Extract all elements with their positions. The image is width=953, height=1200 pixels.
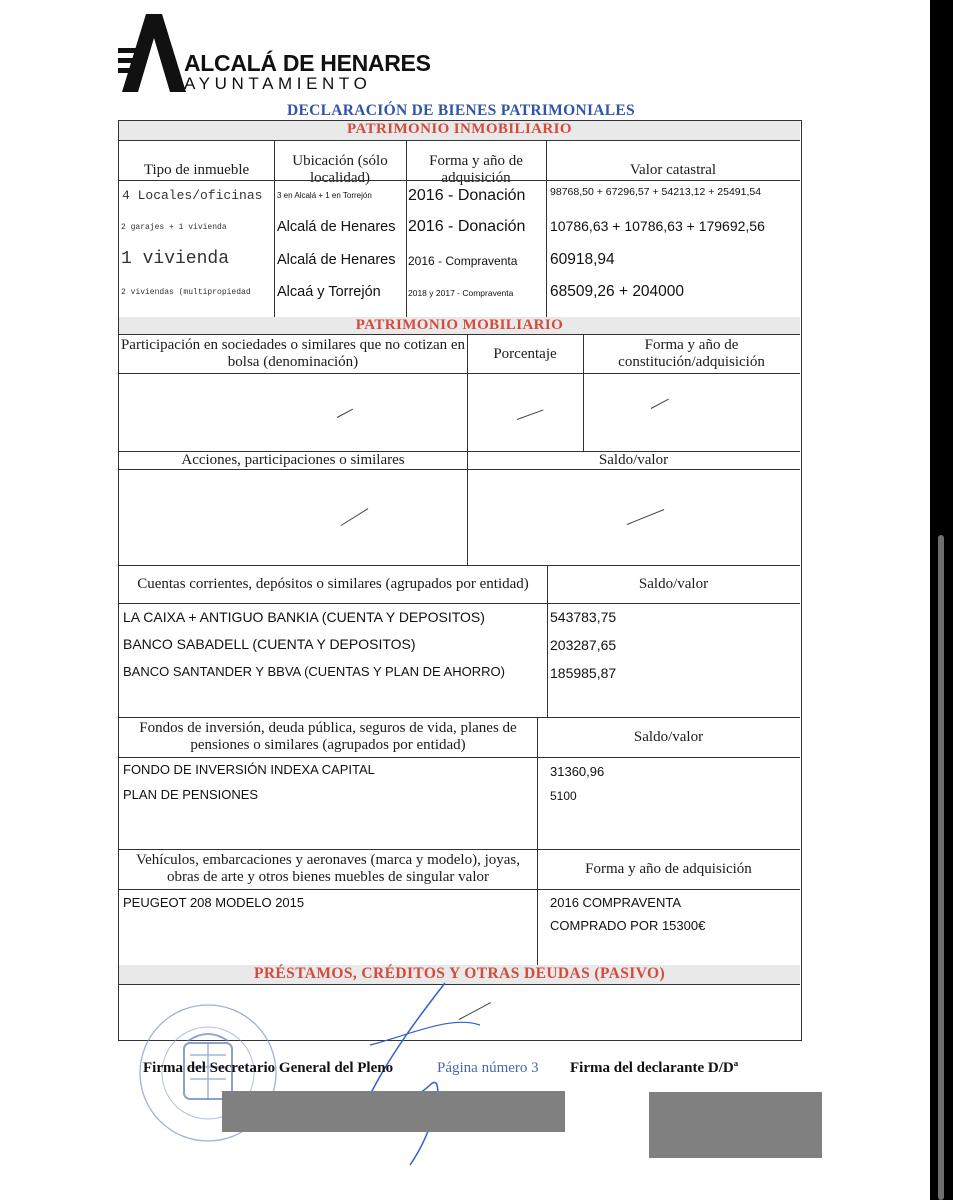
header-tipo: Tipo de inmueble	[143, 161, 250, 178]
row3-valor: 60918,94	[550, 251, 615, 268]
fondo-1-saldo: 31360,96	[550, 764, 605, 779]
row1-valor: 98768,50 + 67296,57 + 54213,12 + 25491,54	[550, 186, 762, 198]
cuenta-1-entidad: LA CAIXA + ANTIGUO BANKIA (CUENTA Y DEPOSITOS)	[123, 609, 485, 625]
vehiculo-forma2: COMPRADO POR 15300€	[550, 918, 706, 933]
row3-tipo: 1 vivienda	[121, 249, 230, 269]
header-fondos-saldo: Saldo/valor	[633, 728, 704, 745]
vehiculo-item: PEUGEOT 208 MODELO 2015	[123, 895, 305, 910]
row2-valor: 10786,63 + 10786,63 + 179692,56	[550, 218, 765, 234]
city-logo	[118, 10, 431, 93]
row4-valor: 68509,26 + 204000	[550, 283, 685, 300]
redacted-secretario-name	[222, 1091, 565, 1132]
row1-forma: 2016 - Donación	[408, 187, 526, 204]
row3-ubicacion: Alcalá de Henares	[277, 252, 396, 268]
blank-mark	[517, 409, 544, 420]
vehiculo-forma1: 2016 COMPRAVENTA	[550, 895, 682, 910]
header-constitucion: Forma y año de constitución/adquisición	[618, 337, 765, 370]
header-acciones-saldo: Saldo/valor	[598, 451, 669, 468]
cuenta-3-saldo: 185985,87	[550, 665, 617, 681]
header-vehiculos-forma: Forma y año de adquisición	[585, 860, 752, 877]
header-cuentas: Cuentas corrientes, depósitos o similares (agrupados por entidad)	[137, 575, 529, 592]
row4-tipo: 2 viviendas (multipropiedad	[121, 288, 251, 297]
header-acciones: Acciones, participaciones o similares	[181, 451, 405, 468]
row2-ubicacion: Alcalá de Henares	[277, 219, 396, 235]
blank-mark	[337, 409, 353, 418]
logo-line2: AYUNTAMIENTO	[184, 74, 372, 93]
header-participaciones: Participación en sociedades o similares que no cotizan en bolsa (denominación)	[120, 337, 466, 370]
cuenta-2-entidad: BANCO SABADELL (CUENTA Y DEPOSITOS)	[123, 636, 416, 652]
header-forma: Forma y año de adquisición	[429, 153, 523, 186]
blank-mark	[651, 399, 669, 409]
declaration-form	[118, 120, 802, 1041]
header-fondos: Fondos de inversión, deuda pública, seguros de vida, planes de pensiones o similares (agrupados por entidad)	[139, 720, 517, 753]
row2-forma: 2016 - Donación	[408, 218, 526, 235]
cuenta-1-saldo: 543783,75	[550, 609, 617, 625]
header-ubicacion: Ubicación (sólo localidad)	[292, 153, 388, 186]
cuenta-2-saldo: 203287,65	[550, 637, 617, 653]
fondo-2-saldo: 5100	[550, 789, 577, 803]
row3-forma: 2016 - Compraventa	[408, 254, 518, 268]
row2-tipo: 2 garajes + 1 vivienda	[121, 223, 227, 232]
section-pasivo: PRÉSTAMOS, CRÉDITOS Y OTRAS DEUDAS (PASIVO)	[119, 965, 800, 985]
row4-ubicacion: Alcaá y Torrejón	[277, 284, 381, 300]
header-valor: Valor catastral	[629, 161, 717, 178]
document-title: DECLARACIÓN DE BIENES PATRIMONIALES	[287, 102, 635, 119]
header-porcentaje: Porcentaje	[493, 345, 557, 362]
footer-pagina: Página número 3	[437, 1060, 539, 1076]
cuenta-3-entidad: BANCO SANTANDER Y BBVA (CUENTAS Y PLAN DE AHORRO)	[123, 664, 505, 679]
header-cuentas-saldo: Saldo/valor	[638, 575, 709, 592]
section-mobiliario: PATRIMONIO MOBILIARIO	[119, 317, 800, 335]
row1-tipo: 4 Locales/oficinas	[122, 188, 263, 203]
blank-mark	[627, 509, 664, 525]
footer-declarante: Firma del declarante D/Dª	[570, 1060, 739, 1076]
fondo-2-entidad: PLAN DE PENSIONES	[123, 787, 259, 802]
scrollbar-thumb[interactable]	[938, 535, 944, 1200]
header-vehiculos: Vehículos, embarcaciones y aeronaves (marca y modelo), joyas, obras de arte y otros bienes muebles de singular valor	[135, 852, 521, 885]
section-inmobiliario: PATRIMONIO INMOBILIARIO	[119, 121, 800, 141]
fondo-1-entidad: FONDO DE INVERSIÓN INDEXA CAPITAL	[123, 762, 375, 777]
footer-secretario: Firma del Secretario General del Pleno	[143, 1060, 394, 1076]
row1-ubicacion: 3 en Alcalá + 1 en Torrejón	[277, 191, 372, 200]
logo-line1: ALCALÁ DE HENARES	[184, 50, 431, 76]
redacted-declarante-name	[649, 1092, 822, 1158]
blank-mark	[341, 508, 369, 526]
row4-forma: 2018 y 2017 - Compraventa	[408, 288, 514, 298]
